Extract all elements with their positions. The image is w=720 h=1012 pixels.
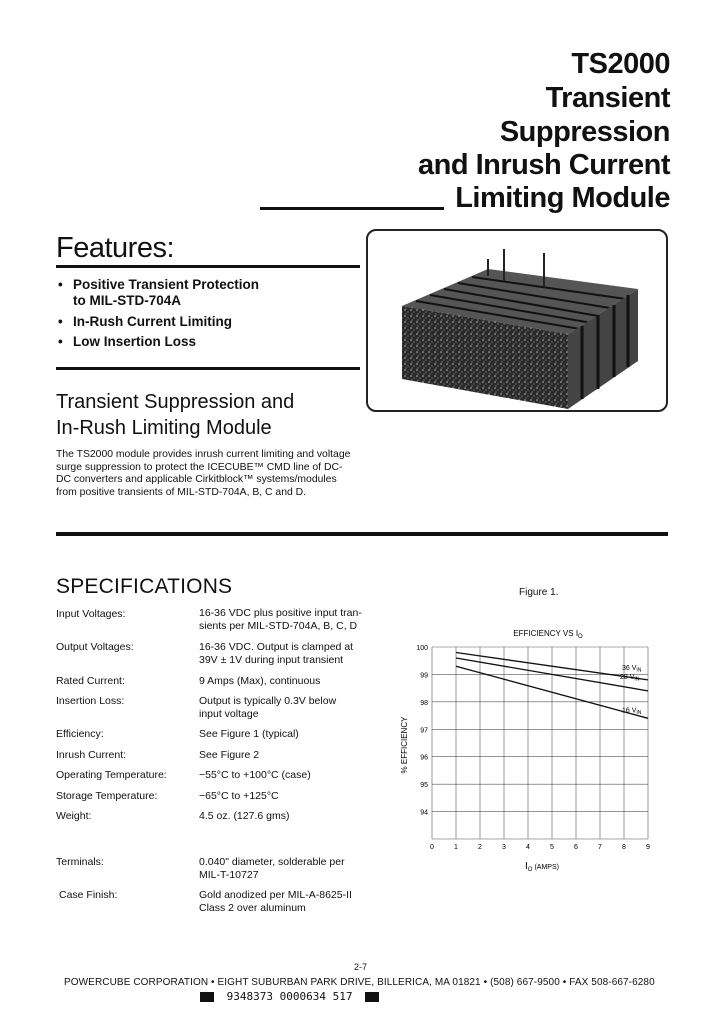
- spec-label: Terminals:: [56, 856, 104, 868]
- efficiency-chart: [390, 615, 670, 880]
- spec-value: 4.5 oz. (127.6 gms): [199, 810, 290, 822]
- spec-label: Output Voltages:: [56, 641, 134, 653]
- spec-label: Insertion Loss:: [56, 695, 125, 707]
- x-axis-ticks: [430, 844, 650, 851]
- y-tick-label: 94: [420, 809, 428, 817]
- feature-item: • In-Rush Current Limiting: [58, 314, 232, 329]
- section-divider: [56, 532, 668, 536]
- feature-item: • Positive Transient Protection to MIL-STD-704A: [58, 277, 260, 308]
- x-tick-label: 5: [550, 844, 554, 851]
- spec-label: Weight:: [56, 810, 92, 822]
- series-labels: [620, 665, 642, 716]
- spec-value: 9 Amps (Max), continuous: [199, 675, 321, 687]
- spec-label: Input Voltages:: [56, 608, 126, 620]
- bullet-icon: •: [58, 334, 63, 349]
- figure-caption: Figure 1.: [519, 587, 559, 598]
- x-tick-label: 3: [502, 844, 506, 851]
- title-line-3: Suppression: [499, 116, 670, 148]
- page-number: 2-7: [354, 962, 368, 972]
- series-label: 36 $V_{IN}$: [622, 664, 642, 674]
- series-label: 16 $V_{IN}$: [622, 707, 642, 716]
- features-bottom-rule: [56, 367, 360, 370]
- feature-item: • Low Insertion Loss: [58, 334, 197, 349]
- y-tick-label: 99: [420, 672, 428, 680]
- barcode-block-icon: [200, 992, 214, 1002]
- x-tick-label: 8: [622, 844, 626, 851]
- spec-value: 16-36 VDC. Output is clamped at 39V ± 1V during input transient: [199, 641, 354, 666]
- series-label: 28 $V_{IN}$: [620, 673, 640, 683]
- x-tick-label: 6: [574, 844, 578, 851]
- bullet-icon: •: [58, 314, 63, 329]
- barcode: 9348373 0000634 517: [200, 990, 379, 1003]
- title-line-2: Transient: [545, 82, 670, 114]
- bullet-icon: •: [58, 277, 63, 292]
- title-line-1: TS2000: [571, 48, 670, 80]
- y-tick-label: 95: [420, 782, 428, 790]
- spec-label: Case Finish:: [59, 889, 118, 901]
- chart-title: EFFICIENCY VS $I_O$: [513, 629, 583, 640]
- y-axis-label: % EFFICIENCY: [400, 716, 409, 774]
- spec-label: Inrush Current:: [56, 749, 127, 761]
- specifications-heading: SPECIFICATIONS: [56, 575, 233, 598]
- x-tick-label: 7: [598, 844, 602, 851]
- title-line-4: and Inrush Current: [417, 149, 670, 181]
- title-line-5: Limiting Module: [455, 182, 670, 214]
- y-tick-label: 100: [416, 645, 428, 652]
- spec-value: See Figure 1 (typical): [199, 728, 299, 740]
- x-tick-label: 2: [478, 844, 482, 851]
- spec-label: Operating Temperature:: [56, 769, 167, 781]
- product-photo: [366, 229, 668, 412]
- features-heading: Features:: [56, 232, 174, 264]
- section-subtitle: Transient Suppression and In-Rush Limiting Module: [56, 391, 295, 439]
- spec-value: 16-36 VDC plus positive input tran- sients per MIL-STD-704A, B, C, D: [199, 607, 362, 632]
- spec-value: See Figure 2: [199, 749, 260, 761]
- spec-label: Storage Temperature:: [56, 790, 158, 802]
- y-tick-label: 97: [420, 727, 428, 735]
- company-footer: POWERCUBE CORPORATION • EIGHT SUBURBAN PARK DRIVE, BILLERICA, MA 01821 • (508) 667-9500 • FAX 508-667-6280: [64, 977, 655, 988]
- title-divider: [260, 207, 444, 210]
- spec-value: −55°C to +100°C (case): [199, 769, 311, 781]
- features-top-rule: [56, 265, 360, 268]
- x-tick-label: 9: [646, 844, 650, 851]
- y-axis-ticks: [416, 645, 428, 817]
- y-tick-label: 96: [420, 754, 428, 762]
- spec-value: Output is typically 0.3V below input voltage: [199, 695, 337, 720]
- x-axis-label: $I_O$ (AMPS): [525, 861, 559, 873]
- spec-value: Gold anodized per MIL-A-8625-II Class 2 over aluminum: [199, 889, 352, 914]
- barcode-block-icon: [365, 992, 379, 1002]
- x-tick-label: 1: [454, 844, 458, 851]
- x-tick-label: 4: [526, 844, 530, 851]
- spec-value: 0.040" diameter, solderable per MIL-T-10727: [199, 856, 345, 881]
- module-image: [368, 231, 666, 410]
- spec-value: −65°C to +125°C: [199, 790, 279, 802]
- y-tick-label: 98: [420, 699, 428, 707]
- x-tick-label: 0: [430, 844, 434, 851]
- spec-label: Rated Current:: [56, 675, 125, 687]
- spec-label: Efficiency:: [56, 728, 104, 740]
- intro-paragraph: The TS2000 module provides inrush current limiting and voltage surge suppression to protect the ICECUBE™ CMD line of DC- DC converters and applicable Cirkitblock™ systems/modules from positive transients of MIL-STD-704A, B, C and D.: [56, 449, 351, 498]
